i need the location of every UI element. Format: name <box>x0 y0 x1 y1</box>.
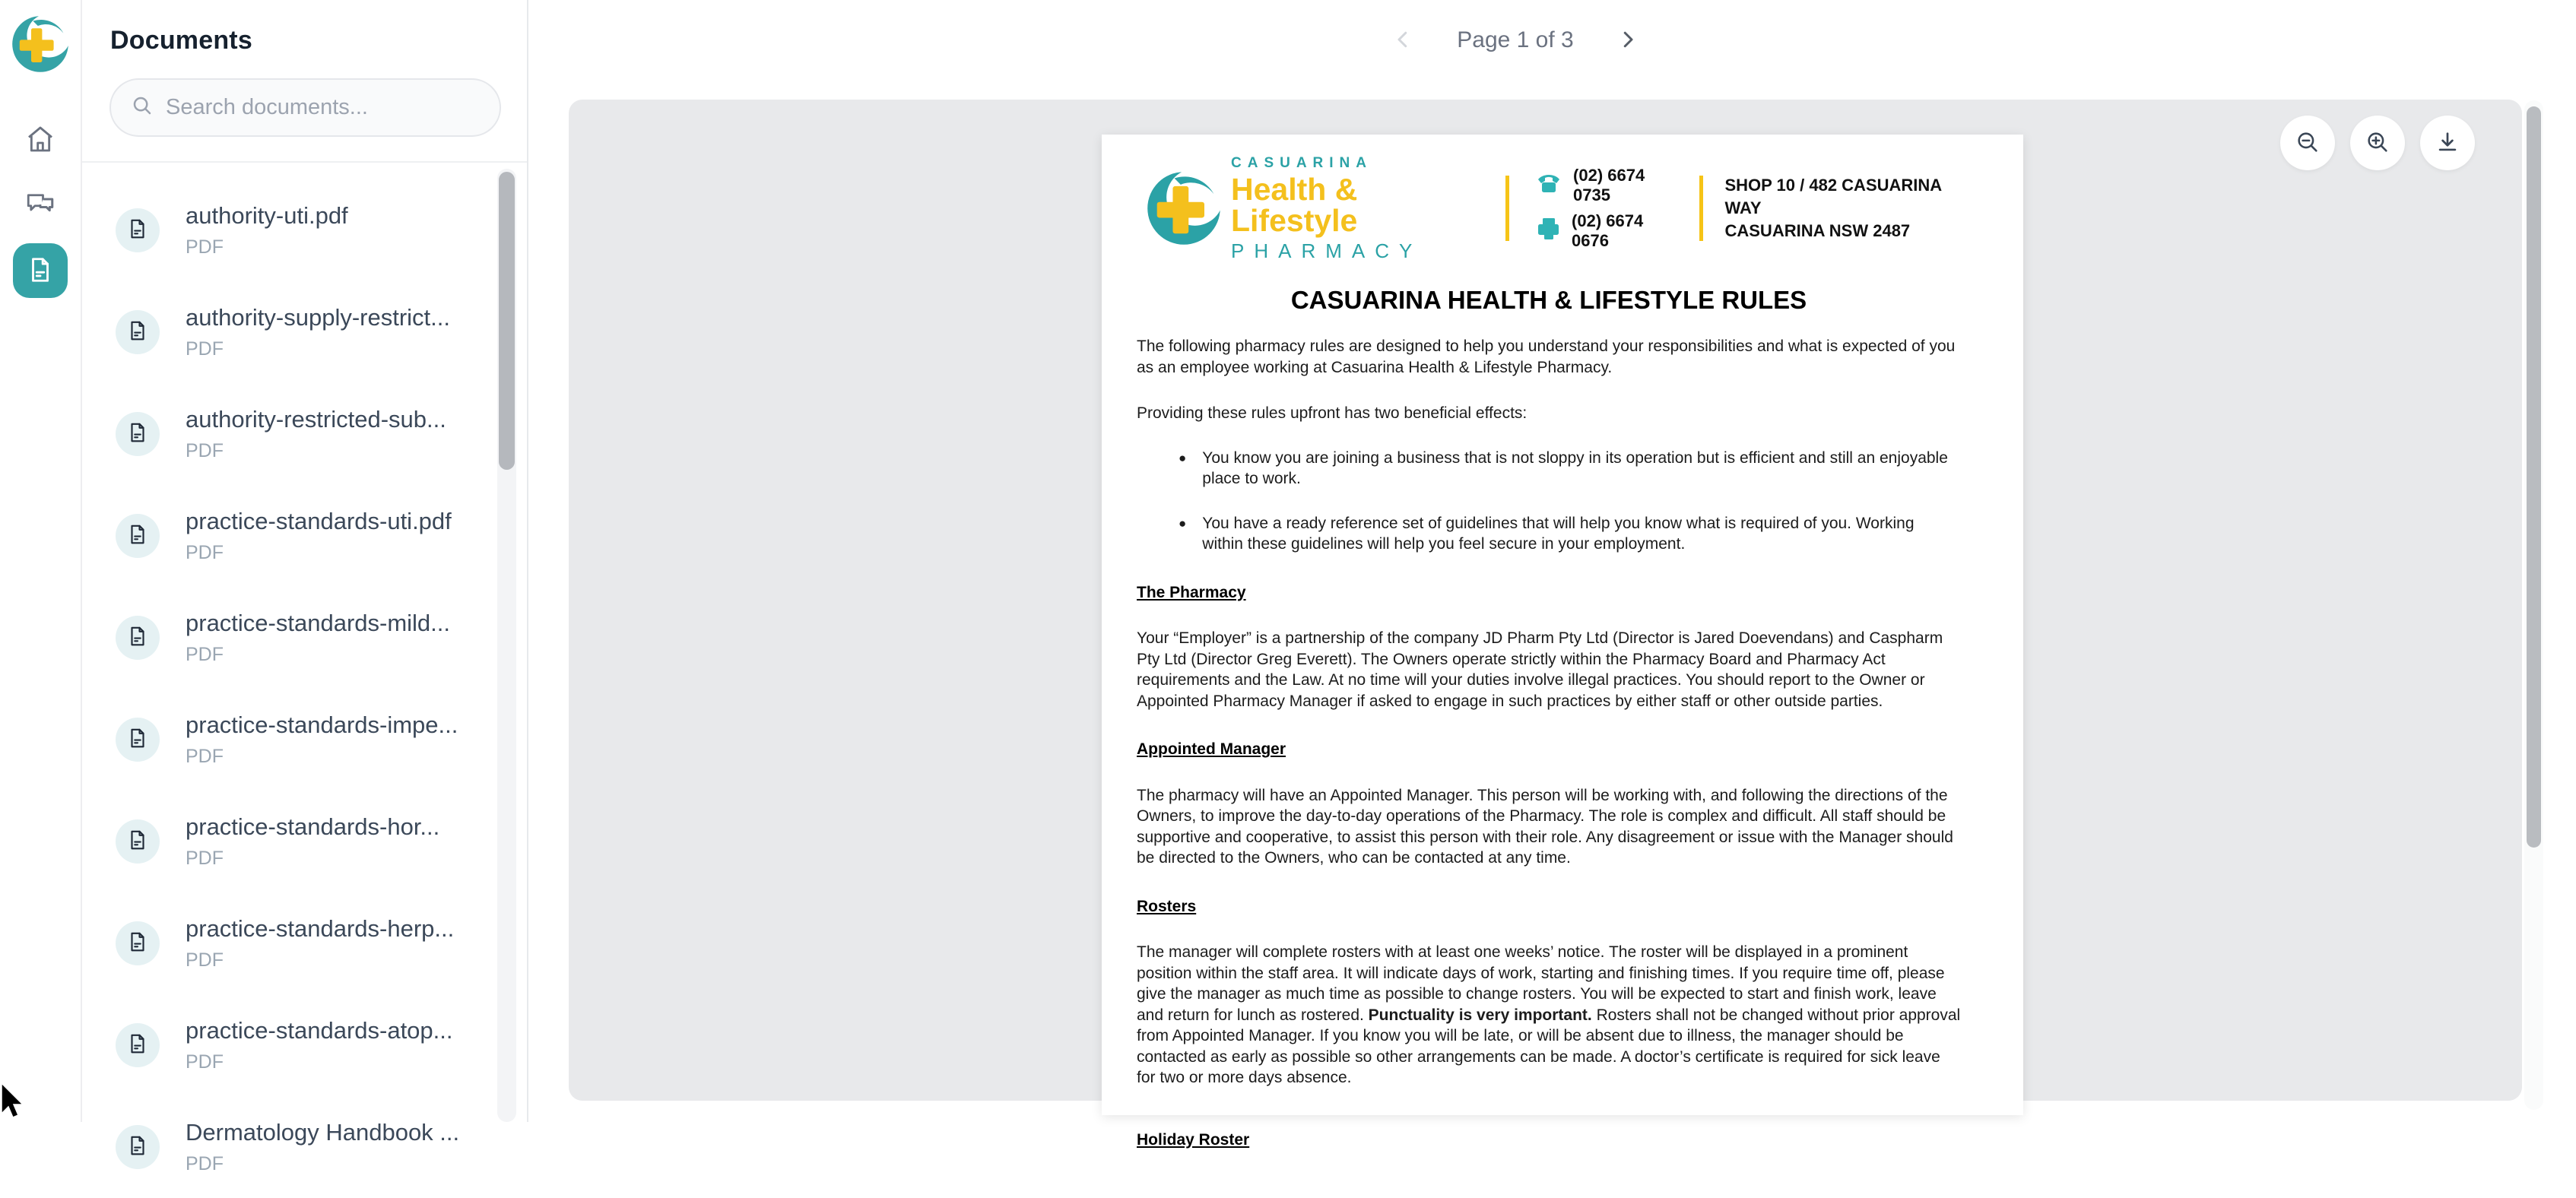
pharmacy-logo-icon <box>1144 167 1223 249</box>
file-icon <box>126 1032 149 1059</box>
pdf-page <box>1102 135 2023 1149</box>
file-avatar <box>116 208 160 252</box>
section-heading: Appointed Manager <box>1137 740 1286 758</box>
file-type-badge: PDF <box>186 644 224 665</box>
letterhead <box>1137 155 1961 262</box>
pharmacy-wordmark: CASUARINA Health & Lifestyle PHARMACY <box>1231 155 1423 262</box>
file-avatar <box>116 921 160 965</box>
bullet-item: ● You know you are joining a business that is not sloppy in its operation but is efficient and still an enjoyable place to work. <box>1179 448 1948 487</box>
phone-icon <box>1535 172 1562 199</box>
sidebar-item-chat[interactable] <box>13 178 68 233</box>
section-heading: Rosters <box>1137 897 1197 915</box>
zoom-out-icon <box>2295 129 2321 157</box>
file-icon <box>126 1134 149 1161</box>
file-list-item[interactable] <box>82 281 527 383</box>
file-type-badge: PDF <box>186 236 224 258</box>
paragraph: Providing these rules upfront has two beneficial effects: <box>1137 404 1528 422</box>
app-logo-icon <box>10 12 71 76</box>
file-list-item[interactable] <box>82 689 527 791</box>
file-avatar <box>116 310 160 354</box>
file-name: practice-standards-atop... <box>186 1017 453 1044</box>
chat-icon <box>24 189 56 223</box>
file-name: practice-standards-mild... <box>186 610 451 636</box>
search-input[interactable] <box>166 95 480 120</box>
fax-icon <box>1535 217 1561 245</box>
paragraph: The following pharmacy rules are designed to help you understand your responsibilities and what is expected of you as an employee working at Casuarina Health & Lifestyle Pharmacy. <box>1137 338 1956 376</box>
file-list-item[interactable] <box>82 587 527 689</box>
file-type-badge: PDF <box>186 1051 224 1073</box>
file-name: practice-standards-impe... <box>186 712 458 738</box>
file-icon <box>126 930 149 957</box>
home-icon <box>25 124 56 157</box>
search-box[interactable] <box>109 78 501 137</box>
file-list-item[interactable] <box>82 1096 527 1198</box>
file-icon <box>126 625 149 651</box>
file-icon <box>126 421 149 448</box>
search-icon <box>131 94 154 121</box>
sidebar-item-documents[interactable] <box>13 243 68 298</box>
document-body <box>1137 336 1961 1150</box>
file-list-item[interactable] <box>82 179 527 281</box>
zoom-out-button[interactable] <box>2280 116 2335 170</box>
nav-rail <box>0 0 82 1122</box>
section-heading: The Pharmacy <box>1137 583 1246 601</box>
file-avatar <box>116 718 160 762</box>
viewer-area <box>569 100 2522 1149</box>
viewer-scrollbar[interactable] <box>2524 100 2543 1110</box>
file-avatar <box>116 1023 160 1067</box>
file-type-badge: PDF <box>186 848 224 869</box>
viewer-toolbar <box>2280 116 2475 170</box>
file-avatar <box>116 412 160 456</box>
file-avatar <box>116 616 160 660</box>
paragraph: The manager will complete rosters with at least one weeks’ notice. The roster will be displayed in a prominent position within the staff area. It will indicate days of work, starting and finishing times. If you require time off, please give the manager as much time as possible to change rosters. You will be expected to start and finish work, leave and return for lunch as rostered. Punctuality is very important. Rosters shall not be changed without prior approval from Appointed Manager. If you know you will be late, or will be absent due to illness, the manager should be contacted as early as possible so other arrangements can be made. A doctor’s certificate is required for sick leave for two or more days absence. <box>1137 943 1961 1086</box>
file-type-badge: PDF <box>186 542 224 563</box>
paragraph: The pharmacy will have an Appointed Manager. This person will be working with, and following the directions of the Owners, to improve the day-to-day operations of the Pharmacy. The role is complex and difficult. All staff should be supportive and cooperative, to assist this person with their role. Any disagreement or issue with the Manager should be directed to the Owners, who can be contacted at any time. <box>1137 786 1953 867</box>
mouse-cursor-icon <box>0 1083 26 1127</box>
paragraph: Your “Employer” is a partnership of the company JD Pharm Pty Ltd (Director is Jared Doevendans) and Caspharm Pty Ltd (Director Greg Everett). The Owners operate strictly within the Pharmacy Board and Pharmacy Act requirements and the Law. At no time will your duties involve illegal practices. You should report to the Owner or Appointed Pharmacy Manager if asked to engage in such practices by either staff or other outside parties. <box>1137 629 1943 710</box>
viewer-scrollbar-thumb[interactable] <box>2527 106 2541 848</box>
sidebar-item-home[interactable] <box>13 113 68 167</box>
file-name: authority-uti.pdf <box>186 202 348 229</box>
file-name: practice-standards-hor... <box>186 813 440 840</box>
zoom-in-button[interactable] <box>2350 116 2405 170</box>
file-type-badge: PDF <box>186 746 224 767</box>
file-list-item[interactable] <box>82 485 527 587</box>
file-name: Dermatology Handbook ... <box>186 1119 460 1146</box>
file-type-badge: PDF <box>186 338 224 360</box>
page-indicator: Page 1 of 3 <box>1457 27 1574 52</box>
download-button[interactable] <box>2420 116 2475 170</box>
chevron-left-icon <box>1391 28 1414 53</box>
letterhead-divider <box>1699 176 1703 241</box>
document-title: CASUARINA HEALTH & LIFESTYLE RULES <box>1290 286 1807 314</box>
file-list-item[interactable] <box>82 383 527 485</box>
letterhead-address: SHOP 10 / 482 CASUARINA WAY CASUARINA NSW 2487 <box>1724 176 1942 240</box>
file-name: authority-supply-restrict... <box>186 304 450 331</box>
file-icon <box>126 319 149 346</box>
file-avatar <box>116 1125 160 1169</box>
file-type-badge: PDF <box>186 440 224 461</box>
file-icon <box>126 727 149 753</box>
chevron-right-icon <box>1616 28 1639 53</box>
file-name: authority-restricted-sub... <box>186 406 446 433</box>
file-list-item[interactable] <box>82 994 527 1096</box>
file-icon <box>126 829 149 855</box>
page-navigation <box>528 27 2502 53</box>
documents-scrollbar-thumb[interactable] <box>499 172 515 470</box>
page-title: Documents <box>110 26 252 55</box>
main-area <box>528 0 2576 1149</box>
letterhead-divider <box>1505 176 1509 241</box>
bullet-item: ● You have a ready reference set of guidelines that will help you know what is required of you. Working within these guidelines will help you feel secure in your employment. <box>1179 514 1915 553</box>
file-avatar <box>116 514 160 558</box>
prev-page-button[interactable] <box>1391 28 1414 53</box>
section-heading: Holiday Roster <box>1137 1130 1250 1149</box>
file-icon <box>126 523 149 550</box>
file-icon <box>126 217 149 244</box>
file-type-badge: PDF <box>186 1153 224 1174</box>
zoom-in-icon <box>2365 129 2390 157</box>
next-page-button[interactable] <box>1616 28 1639 53</box>
documents-panel <box>82 0 528 1174</box>
file-list <box>82 161 527 1174</box>
file-list-item[interactable] <box>82 892 527 994</box>
file-name: practice-standards-uti.pdf <box>186 508 452 534</box>
file-type-badge: PDF <box>186 949 224 971</box>
document-icon <box>26 255 55 287</box>
file-list-item[interactable] <box>82 791 527 892</box>
documents-scrollbar[interactable] <box>497 169 516 1122</box>
letterhead-contact: (02) 6674 0735 (02) 6674 0676 <box>1535 166 1673 251</box>
download-icon <box>2435 129 2460 157</box>
file-avatar <box>116 819 160 864</box>
file-name: practice-standards-herp... <box>186 915 455 942</box>
